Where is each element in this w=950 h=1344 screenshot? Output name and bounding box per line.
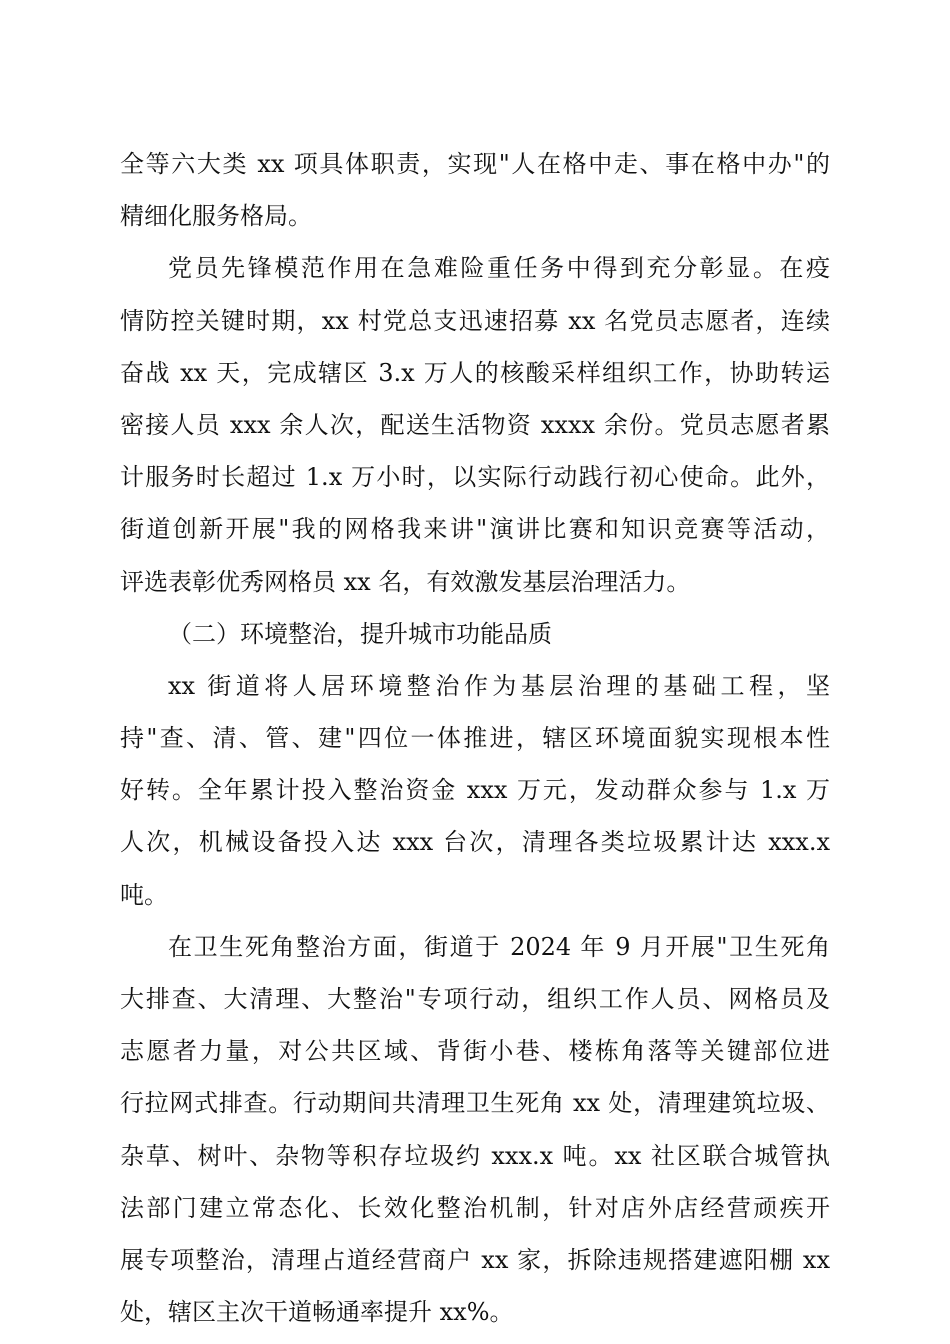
text-line: 街道创新开展"我的网格我来讲"演讲比赛和知识竞赛等活动，	[120, 515, 830, 544]
text-line: xx 街道将人居环境整治作为基层治理的基础工程，坚	[168, 671, 830, 700]
paragraph-3	[120, 660, 830, 921]
text-line: 大排查、大清理、大整治"专项行动，组织工作人员、网格员及	[120, 985, 830, 1013]
text-line: 党员先锋模范作用在急难险重任务中得到充分彰显。在疫	[168, 254, 830, 283]
text-line: 人次，机械设备投入达 xxx 台次，清理各类垃圾累计达 xxx.x	[120, 828, 830, 857]
text-line: 行拉网式排查。行动期间共清理卫生死角 xx 处，清理建筑垃圾、	[120, 1089, 830, 1118]
text-line: 处，辖区主次干道畅通率提升 xx%。	[120, 1298, 514, 1327]
text-line: 全等六大类 xx 项具体职责，实现"人在格中走、事在格中办"的	[120, 150, 830, 178]
paragraph-4	[120, 921, 830, 1339]
text-line: 精细化服务格局。	[120, 202, 312, 231]
text-line: 在卫生死角整治方面，街道于 2024 年 9 月开展"卫生死角	[168, 932, 830, 961]
text-line: 计服务时长超过 1.x 万小时，以实际行动践行初心使命。此外，	[120, 463, 830, 492]
text-line: 法部门建立常态化、长效化整治机制，针对店外店经营顽疾开	[120, 1193, 830, 1222]
text-line: 密接人员 xxx 余人次，配送生活物资 xxxx 余份。党员志愿者累	[120, 410, 830, 439]
text-line: 吨。	[120, 880, 168, 909]
text-line: 奋战 xx 天，完成辖区 3.x 万人的核酸采样组织工作，协助转运	[120, 358, 830, 387]
text-line: 好转。全年累计投入整治资金 xxx 万元，发动群众参与 1.x 万	[120, 776, 830, 805]
section-heading	[120, 608, 830, 660]
text-line: 情防控关键时期，xx 村党总支迅速招募 xx 名党员志愿者，连续	[120, 306, 830, 335]
text-line: 志愿者力量，对公共区域、背街小巷、楼栋角落等关键部位进	[120, 1037, 830, 1066]
text-line: 评选表彰优秀网格员 xx 名，有效激发基层治理活力。	[120, 567, 691, 596]
text-line: 持"查、清、管、建"四位一体推进，辖区环境面貌实现根本性	[120, 724, 830, 753]
text-line: 杂草、树叶、杂物等积存垃圾约 xxx.x 吨。xx 社区联合城管执	[120, 1141, 830, 1170]
section-heading-text: （二）环境整治，提升城市功能品质	[168, 619, 552, 648]
text-line: 展专项整治，清理占道经营商户 xx 家，拆除违规搭建遮阳棚 xx	[120, 1245, 830, 1274]
paragraph-1	[120, 138, 830, 242]
paragraph-2	[120, 242, 830, 607]
document-body	[120, 138, 830, 1338]
